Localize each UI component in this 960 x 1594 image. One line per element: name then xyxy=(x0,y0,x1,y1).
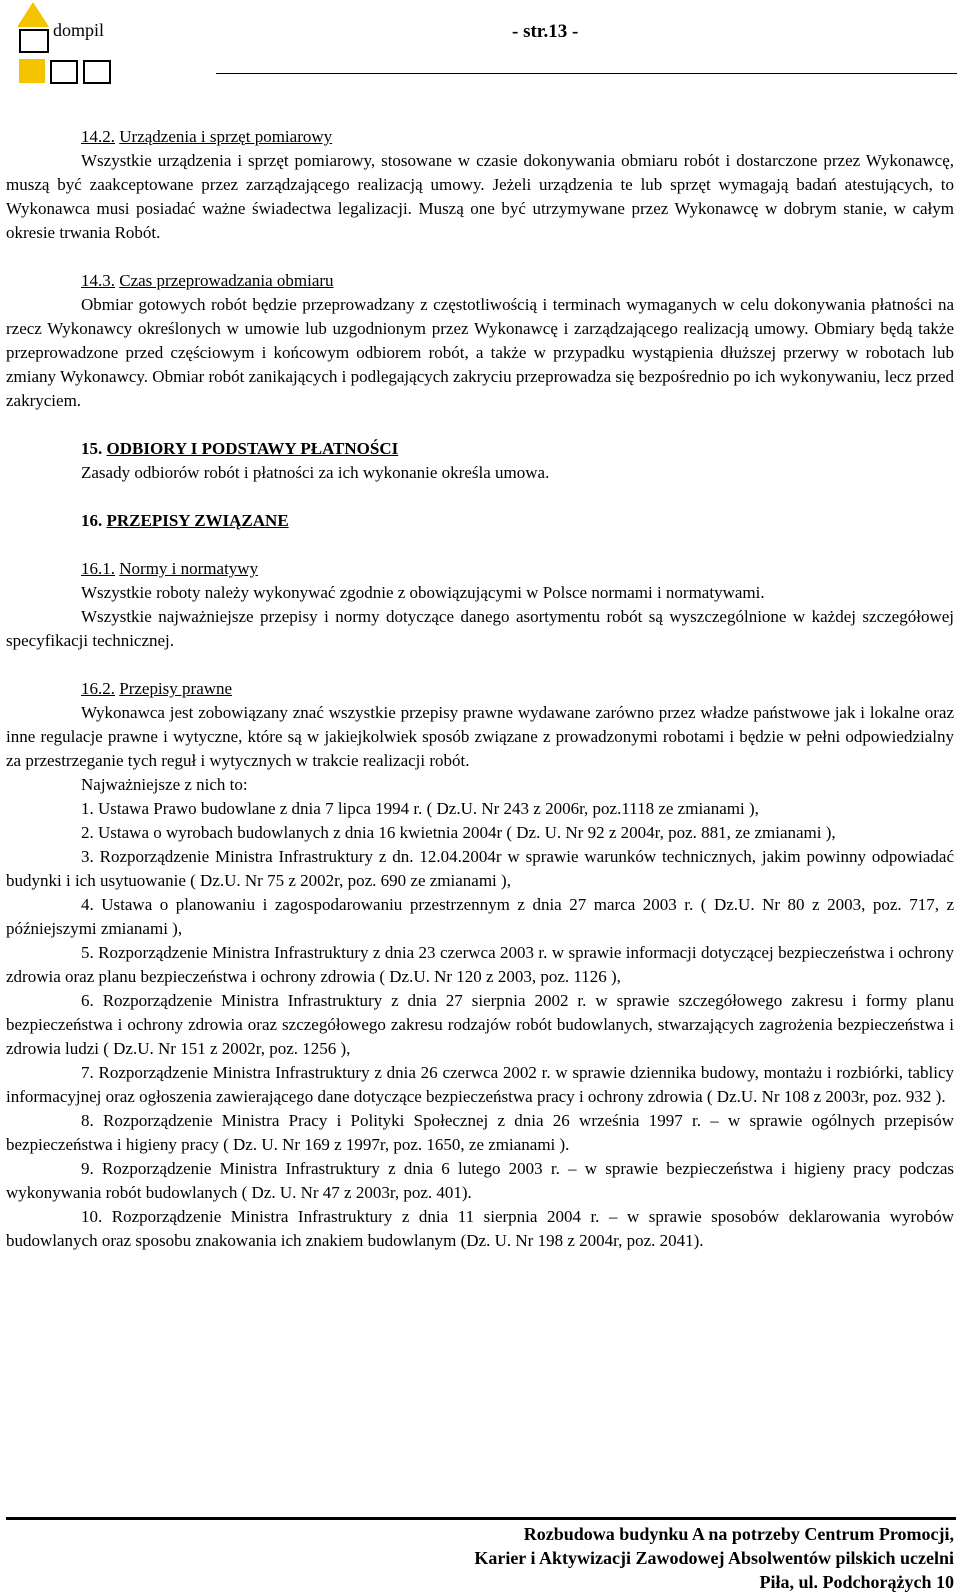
list-item: 5. Rozporządzenie Ministra Infrastruktury z dnia 23 czerwca 2003 r. w sprawie informacji dotyczącej bezpieczeństwa i ochrony zdrowia oraz planu bezpieczeństwa i ochrony zdrowia ( Dz.U. Nr 120 z 2003, poz. 1126 ), xyxy=(6,943,954,986)
list-item: 4. Ustawa o planowaniu i zagospodarowaniu przestrzennym z dnia 27 marca 2003 r. ( Dz.U. Nr 80 z 2003, poz. 717, z późniejszymi zmianami ), xyxy=(6,895,954,938)
company-logo xyxy=(18,2,118,86)
laws-list xyxy=(6,797,954,1253)
heading-14-2 xyxy=(6,125,954,149)
heading-title: Urządzenia i sprzęt pomiarowy xyxy=(119,127,333,146)
paragraph-14-3: Obmiar gotowych robót będzie przeprowadzany z częstotliwością i terminach wymaganych w celu dokonywania płatności na rzecz Wykonawcy określonych w umowie lub uzgodnionym przez Wykonawcę i zarządzającego realizacją umowy. Obmiary będą także przeprowadzone przed częściowym i końcowym odbiorem robót, a także w przypadku wystąpienia dłuższej przerwy w robotach lub zmiany Wykonawcy. Obmiar robót zanikających i podlegających zakryciu przeprowadza się bezpośrednio po ich wykonywaniu, lecz przed zakryciem. xyxy=(6,295,954,410)
list-item: 9. Rozporządzenie Ministra Infrastruktury z dnia 6 lutego 2003 r. – w sprawie bezpieczeństwa i higieny pracy podczas wykonywania robót budowlanych ( Dz. U. Nr 47 z 2003r, poz. 401). xyxy=(6,1159,954,1202)
paragraph-16-1-a: Wszystkie roboty należy wykonywać zgodnie z obowiązującymi w Polsce normami i normatywami. xyxy=(81,583,765,602)
heading-number: 14.3. xyxy=(81,271,115,290)
paragraph-16-1-b: Wszystkie najważniejsze przepisy i normy dotyczące danego asortymentu robót są wyszczególnione w każdej szczegółowej specyfikacji technicznej. xyxy=(6,607,954,650)
heading-title: Przepisy prawne xyxy=(119,679,233,698)
heading-16-1 xyxy=(6,557,954,581)
list-item: 6. Rozporządzenie Ministra Infrastruktury z dnia 27 sierpnia 2002 r. w sprawie szczegółowego zakresu i formy planu bezpieczeństwa i ochrony zdrowia oraz szczegółowego zakresu rodzajów robót budowlanych, stwarzających zagrożenia bezpieczeństwa i zdrowia ludzi ( Dz.U. Nr 151 z 2002r, poz. 1256 ), xyxy=(6,991,954,1058)
paragraph-14-2: Wszystkie urządzenia i sprzęt pomiarowy, stosowane w czasie dokonywania obmiaru robót i dostarczone przez Wykonawcę, muszą być zaakceptowane przez zarządzającego realizacją umowy. Jeżeli urządzenia te lub sprzęt wymagają badań atestujących, to Wykonawca musi posiadać ważne świadectwa legalizacji. Muszą one być utrzymywane przez Wykonawcę w dobrym stanie, w całym okresie trwania Robót. xyxy=(6,151,954,242)
heading-number: 15. xyxy=(81,439,103,458)
logo-square-outline-top xyxy=(20,30,48,52)
heading-number: 16.1. xyxy=(81,559,115,578)
document-body xyxy=(6,125,954,1253)
list-item: 3. Rozporządzenie Ministra Infrastruktury z dn. 12.04.2004r w sprawie warunków technicznych, jakim powinny odpowiadać budynki i ich usytuowanie ( Dz.U. Nr 75 z 2002r, poz. 690 ze zmianami ), xyxy=(6,847,954,890)
logo-text: dompil xyxy=(53,20,105,40)
paragraph-15: Zasady odbiorów robót i płatności za ich wykonanie określa umowa. xyxy=(81,463,550,482)
heading-title: PRZEPISY ZWIĄZANE xyxy=(106,511,289,530)
heading-16-2 xyxy=(6,677,954,701)
logo-triangle xyxy=(18,2,49,27)
paragraph-16-2: Wykonawca jest zobowiązany znać wszystkie przepisy prawne wydawane zarówno przez władze państwowe jak i lokalne oraz inne regulacje prawne i wytyczne, które są w jakiejkolwiek sposób związane z prowadzonymi robotami i będzie w pełni odpowiedzialny za przestrzeganie tych reguł i wytycznych w trakcie realizacji robót. xyxy=(6,703,954,770)
heading-16 xyxy=(6,509,954,533)
heading-number: 16.2. xyxy=(81,679,115,698)
footer-line-2: Karier i Aktywizacji Zawodowej Absolwentów pilskich uczelni xyxy=(474,1548,954,1568)
list-item: 10. Rozporządzenie Ministra Infrastruktury z dnia 11 sierpnia 2004 r. – w sprawie sposobów deklarowania wyrobów budowlanych oraz sposobu znakowania ich znakiem budowlanym (Dz. U. Nr 198 z 2004r, poz. 2041). xyxy=(6,1207,954,1250)
heading-title: Normy i normatywy xyxy=(119,559,259,578)
logo-square-outline-2 xyxy=(84,61,110,83)
list-item: 1. Ustawa Prawo budowlane z dnia 7 lipca 1994 r. ( Dz.U. Nr 243 z 2006r, poz.1118 ze zmianami ), xyxy=(81,799,759,818)
page-number: - str.13 - xyxy=(512,21,579,42)
logo-square-yellow xyxy=(19,59,45,83)
header-divider xyxy=(216,73,957,74)
list-item: 7. Rozporządzenie Ministra Infrastruktury z dnia 26 czerwca 2002 r. w sprawie dziennika budowy, montażu i rozbiórki, tablicy informacyjnej oraz ogłoszenia zawierającego dane dotyczące bezpieczeństwa pracy i ochrony zdrowia ( Dz.U. Nr 108 z 2003r, poz. 932 ). xyxy=(6,1063,954,1106)
heading-title: Czas przeprowadzania obmiaru xyxy=(119,271,334,290)
list-intro: Najważniejsze z nich to: xyxy=(81,775,248,794)
logo-square-outline-1 xyxy=(51,61,77,83)
footer xyxy=(474,1522,954,1594)
heading-15 xyxy=(6,437,954,461)
footer-line-1: Rozbudowa budynku A na potrzeby Centrum Promocji, xyxy=(523,1524,954,1544)
heading-number: 16. xyxy=(81,511,103,530)
heading-title: ODBIORY I PODSTAWY PŁATNOŚCI xyxy=(106,439,399,458)
heading-14-3 xyxy=(6,269,954,293)
list-item: 8. Rozporządzenie Ministra Pracy i Polityki Społecznej z dnia 26 września 1997 r. – w sprawie ogólnych przepisów bezpieczeństwa i higieny pracy ( Dz. U. Nr 169 z 1997r, poz. 1650, ze zmianami ). xyxy=(6,1111,954,1154)
footer-divider xyxy=(6,1517,956,1520)
footer-line-3: Piła, ul. Podchorążych 10 xyxy=(759,1572,954,1592)
heading-number: 14.2. xyxy=(81,127,115,146)
list-item: 2. Ustawa o wyrobach budowlanych z dnia 16 kwietnia 2004r ( Dz. U. Nr 92 z 2004r, poz. 881, ze zmianami ), xyxy=(81,823,836,842)
